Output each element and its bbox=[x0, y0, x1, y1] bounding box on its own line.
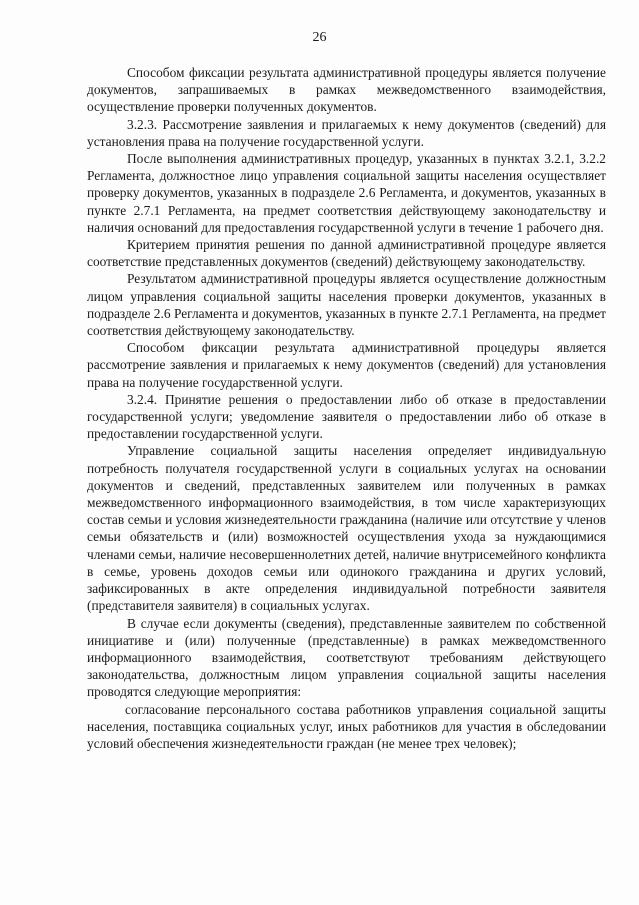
paragraph: Способом фиксации результата административной процедуры является получение документов, запрашиваемых в рамках межведомственного взаимодействия, осуществление проверки полученных документов. bbox=[87, 65, 606, 115]
paragraph: После выполнения административных процедур, указанных в пунктах 3.2.1, 3.2.2 Регламента, должностное лицо управления социальной защиты населения осуществляет проверку документов, указанных в подразделе 2.6 Регламента, и документов, указанных в пункте 2.7.1 Регламента, на предмет соответствия действующему законодательству и наличия оснований для предоставления государственной услуги в течение 1 рабочего дня. bbox=[87, 151, 606, 235]
paragraph: Управление социальной защиты населения определяет индивидуальную потребность получателя государственной услуги в социальных услугах на основании документов и сведений, представленных заявителем или полученных в рамках межведомственного информационного взаимодействия, в том числе характеризующих состав семьи и условия жизнедеятельности гражданина (наличие или отсутствие у членов семьи обязательств и (или) возможностей осуществления ухода за нуждающимися членами семьи, наличие несовершеннолетних детей, наличие внутрисемейного конфликта в семье, уровень доходов семьи или одинокого гражданина и других условий, зафиксированных в акте определения индивидуальной потребности заявителя (представителя заявителя) в социальных услугах. bbox=[87, 443, 606, 614]
page-number: 26 bbox=[312, 30, 327, 45]
paragraph: Способом фиксации результата административной процедуры является рассмотрение заявления и прилагаемых к нему документов (сведений) для установления права на получение государственной услуги. bbox=[87, 340, 606, 390]
paragraph: В случае если документы (сведения), представленные заявителем по собственной инициативе и (или) полученные (представленные) в рамках межведомственного информационного взаимодействия, соответствуют требованиям действующего законодательства, должностным лицом управления социальной защиты населения проводятся следующие мероприятия: bbox=[87, 615, 606, 700]
paragraph: 3.2.3. Рассмотрение заявления и прилагаемых к нему документов (сведений) для установления права на получение государственной услуги. bbox=[87, 116, 606, 149]
paragraph: Результатом административной процедуры является осуществление должностным лицом управления социальной защиты населения проверки документов, указанных в подразделе 2.6 Регламента и документов, указанных в пункте 2.7.1 Регламента, на предмет соответствия действующему законодательству. bbox=[87, 271, 606, 339]
document-body bbox=[87, 64, 606, 752]
paragraph: согласование персонального состава работников управления социальной защиты населения, поставщика социальных услуг, иных работников для участия в обследовании условий обеспечения жизнедеятельности граждан (не менее трех человек); bbox=[87, 701, 606, 751]
paragraph: Критерием принятия решения по данной административной процедуре является соответствие представленных документов (сведений) действующему законодательству. bbox=[87, 237, 606, 270]
paragraph: 3.2.4. Принятие решения о предоставлении либо об отказе в предоставлении государственной услуги; уведомление заявителя о предоставлении либо об отказе в предоставлении государственной услуги. bbox=[87, 391, 606, 442]
